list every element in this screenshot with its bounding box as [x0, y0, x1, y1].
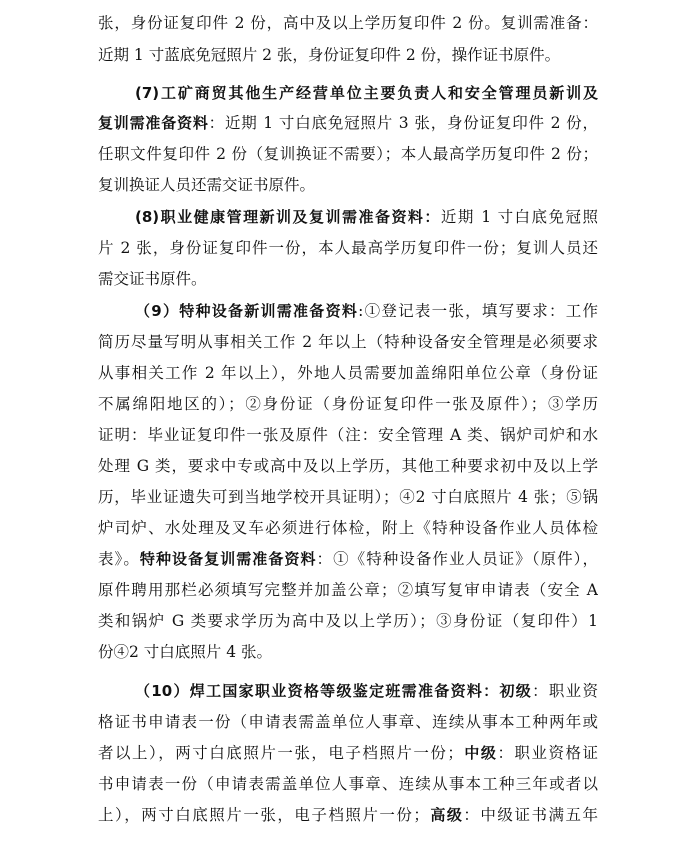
text-line	[98, 513, 598, 543]
text-line	[98, 389, 598, 419]
text-run: 炉司炉、水处理及叉车必须进行体检，附上《特种设备作业人员体检	[98, 519, 598, 537]
bold-run: 中级	[462, 744, 498, 762]
text-run: 近期 1 寸白底免冠照	[440, 208, 598, 226]
text-run: 复训换证人员还需交证书原件。	[98, 176, 316, 194]
text-line	[98, 482, 598, 512]
bold-run: （9）特种设备新训需准备资料	[135, 302, 359, 320]
text-run: 不属绵阳地区的）；②身份证（身份证复印件一张及原件）；③学历	[98, 395, 598, 413]
text-run: 近期 1 寸蓝底免冠照片 2 张，身份证复印件 2 份，操作证书原件。	[98, 46, 561, 64]
text-run: ：职业资格证	[497, 744, 598, 762]
text-line	[98, 769, 598, 799]
text-run: 片 2 张，身份证复印件一份，本人最高学历复印件一份；复训人员还	[98, 239, 598, 257]
text-line	[98, 264, 598, 294]
text-line	[98, 451, 598, 481]
text-run: 类和锅炉 G 类要求学历为高中及以上学历）；③身份证（复印件）1	[98, 612, 598, 630]
text-run: ：中级证书满五年	[463, 806, 598, 824]
text-run: 从事相关工作 2 年以上），外地人员需要加盖绵阳单位公章（身份证	[98, 364, 598, 382]
bold-run: 复训需准备资料	[98, 114, 209, 132]
paragraph-heading	[135, 78, 598, 108]
text-run: 处理 G 类，要求中专或高中及以上学历，其他工种要求初中及以上学	[98, 457, 598, 475]
text-run: 简历尽量写明从事相关工作 2 年以上（特种设备安全管理是必须要求	[98, 333, 598, 351]
bold-run: (7)工矿商贸其他生产经营单位主要负责人和安全管理员新训及	[135, 84, 598, 102]
text-run: ：近期 1 寸白底免冠照片 3 张，身份证复印件 2 份，	[208, 114, 598, 132]
paragraph-heading	[135, 676, 598, 706]
text-run: 上），两寸白底照片一张，电子档照片一份；	[98, 806, 429, 824]
text-line	[98, 606, 598, 636]
text-line	[98, 800, 598, 830]
text-run: 书申请表一份（申请表需盖单位人事章、连续从事本工种三年或者以	[98, 775, 598, 793]
text-line	[98, 170, 598, 200]
text-line	[98, 358, 598, 388]
text-run: 历，毕业证遗失可到当地学校开具证明）；④2 寸白底照片 4 张；⑤锅	[98, 488, 598, 506]
text-line	[98, 8, 598, 38]
text-line	[98, 637, 598, 667]
bold-run: (8)职业健康管理新训及复训需准备资料：	[135, 208, 441, 226]
text-run: ：职业资	[532, 682, 598, 700]
text-line	[98, 327, 598, 357]
text-line	[98, 707, 598, 737]
text-run: 份④2 寸白底照片 4 张。	[98, 643, 273, 661]
bold-run: 高级	[428, 806, 464, 824]
bold-run: 特种设备复训需准备资料	[139, 550, 317, 568]
text-line	[98, 544, 598, 574]
text-run: 原件聘用那栏必须填写完整并加盖公章；②填写复审申请表（安全 A	[98, 581, 598, 599]
text-run: 者以上），两寸白底照片一张，电子档照片一份；	[98, 744, 463, 762]
text-line	[98, 233, 598, 263]
paragraph-heading	[135, 202, 598, 232]
text-run: 任职文件复印件 2 份（复训换证不需要）；本人最高学历复印件 2 份；	[98, 145, 598, 163]
text-run: ：①《特种设备作业人员证》（原件），	[316, 550, 598, 568]
text-run: 张，身份证复印件 2 份，高中及以上学历复印件 2 份。复训需准备：	[98, 14, 598, 32]
text-run: 证明：毕业证复印件一张及原件（注：安全管理 A 类、锅炉司炉和水	[98, 426, 598, 444]
text-run: 格证书申请表一份（申请表需盖单位人事章、连续从事本工种两年或	[98, 713, 598, 731]
text-line	[98, 108, 598, 138]
text-line	[98, 40, 598, 70]
paragraph-heading	[135, 296, 598, 326]
text-line	[98, 139, 598, 169]
text-run: :①登记表一张，填写要求：工作	[358, 302, 598, 320]
text-run: 表》。	[98, 550, 140, 568]
text-line	[98, 738, 598, 768]
text-run: 需交证书原件。	[98, 270, 207, 288]
text-line	[98, 575, 598, 605]
text-line	[98, 420, 598, 450]
bold-run: （10）焊工国家职业资格等级鉴定班需准备资料：初级	[135, 682, 533, 700]
